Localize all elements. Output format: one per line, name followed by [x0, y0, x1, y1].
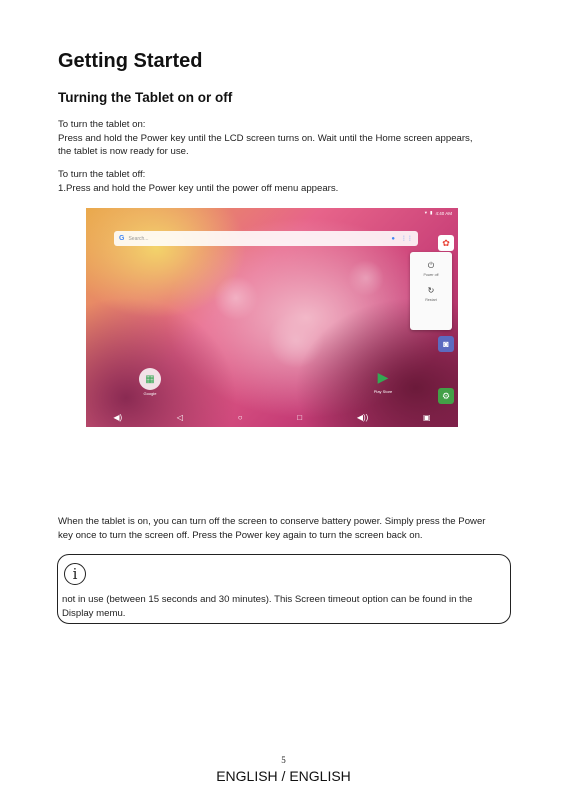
turn-off-intro: To turn the tablet off:: [58, 169, 146, 180]
restart-option[interactable]: [425, 287, 437, 302]
play-store-icon[interactable]: ▶: [377, 368, 389, 385]
camera-app-icon[interactable]: ◙: [438, 336, 454, 352]
power-off-option[interactable]: [423, 262, 438, 277]
google-search-bar[interactable]: [114, 231, 418, 246]
back-icon[interactable]: ◁: [176, 412, 184, 422]
recents-icon[interactable]: □: [297, 412, 303, 422]
restart-label: Restart: [425, 298, 437, 302]
google-folder-label: Google: [143, 391, 157, 396]
notice-line-1: not in use (between 15 seconds and 30 minutes). This Screen timeout option can be found in the: [62, 594, 473, 605]
page-number: 5: [281, 755, 286, 765]
home-icon[interactable]: ○: [237, 412, 243, 422]
photos-app-icon[interactable]: ✿: [438, 235, 454, 251]
play-store-label: Play Store: [373, 389, 393, 394]
power-off-label: Power off: [423, 273, 439, 277]
battery-icon: ▮: [430, 210, 433, 215]
notice-box: [57, 554, 511, 624]
screen-off-instructions: [58, 515, 518, 542]
search-placeholder: Search...: [128, 235, 149, 242]
turn-on-line-1: Press and hold the Power key until the LCD screen turns on. Wait until the Home screen appears,: [58, 132, 473, 144]
info-icon: i: [64, 563, 86, 585]
power-icon: ⏻: [427, 261, 435, 270]
wifi-icon: ▾: [424, 210, 427, 215]
volume-down-icon[interactable]: ◀): [113, 412, 123, 422]
volume-up-icon[interactable]: ◀)): [356, 412, 369, 422]
status-bar: [425, 208, 452, 218]
footer-language: ENGLISH / ENGLISH: [216, 768, 351, 784]
notice-text: [62, 593, 508, 620]
notice-line-2: Display memu.: [62, 607, 126, 619]
page-title: Getting Started: [58, 50, 203, 72]
apps-grid-icon[interactable]: ⋮⋮: [401, 236, 413, 242]
navigation-bar: [86, 407, 458, 427]
google-logo-icon: G: [119, 235, 125, 242]
turn-off-step-1: 1.Press and hold the Power key until the power off menu appears.: [58, 182, 339, 194]
mic-icon[interactable]: ●: [391, 235, 395, 242]
screenshot-icon[interactable]: ▣: [423, 412, 431, 422]
turn-off-instructions: [58, 168, 518, 195]
settings-app-icon[interactable]: ⚙: [438, 388, 454, 404]
restart-icon: ↻: [427, 286, 435, 295]
status-time: 4:40 AM: [435, 210, 452, 216]
turn-on-intro: To turn the tablet on:: [58, 119, 146, 130]
turn-on-line-2: the tablet is now ready for use.: [58, 146, 189, 157]
power-menu: [410, 252, 452, 330]
screen-off-line-2: key once to turn the screen off. Press the Power key again to turn the screen back on.: [58, 529, 423, 541]
screen-off-line-1: When the tablet is on, you can turn off the screen to conserve battery power. Simply press the Power: [58, 516, 486, 527]
turn-on-instructions: [58, 118, 518, 159]
tablet-screenshot: [86, 208, 458, 427]
google-folder-icon[interactable]: ▦: [139, 368, 161, 390]
section-heading: Turning the Tablet on or off: [58, 90, 233, 105]
